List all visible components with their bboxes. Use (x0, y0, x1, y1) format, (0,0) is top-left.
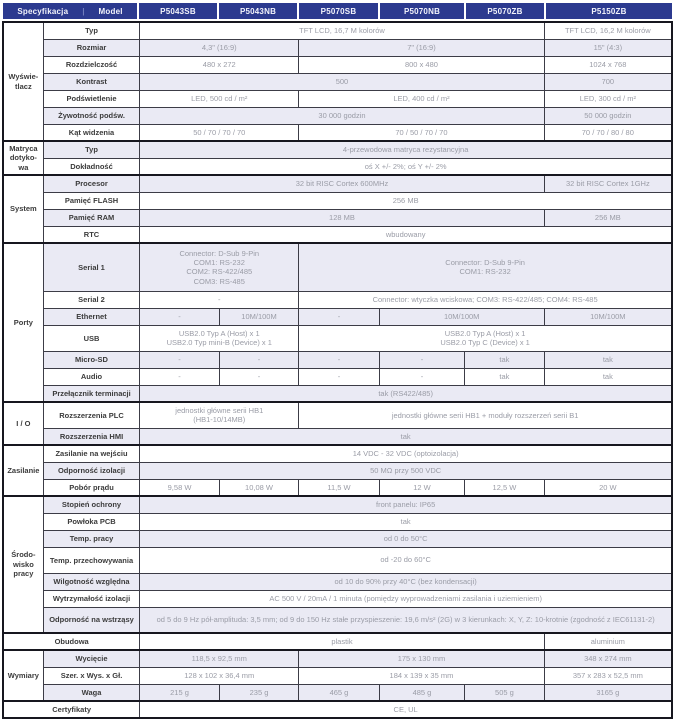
row-label: Rozszerzenia HMI (43, 428, 140, 445)
spec-value: 256 MB (140, 192, 672, 209)
row-label: Waga (43, 684, 140, 701)
spec-value: 10M/100M (544, 308, 672, 325)
spec-value: 4-przewodowa matryca rezystancyjna (140, 141, 672, 158)
spec-value: 3165 g (544, 684, 672, 701)
spec-value: front panelu: IP65 (140, 496, 672, 513)
spec-value: wbudowany (140, 226, 672, 243)
row-label: Pamięć FLASH (43, 192, 140, 209)
row-label: Zasilanie na wejściu (43, 445, 140, 462)
table-row (3, 226, 672, 243)
row-label: Podświetlenie (43, 90, 140, 107)
spec-value: tak (544, 368, 672, 385)
row-label: Serial 1 (43, 243, 140, 291)
table-row (3, 496, 672, 513)
spec-value: 348 x 274 mm (544, 650, 672, 667)
table-row (3, 308, 672, 325)
spec-value: 357 x 283 x 52,5 mm (544, 667, 672, 684)
group-label-srodowisko-pracy: Środo- wisko pracy (3, 496, 43, 633)
group-label-porty: Porty (3, 243, 43, 402)
spec-value: 700 (544, 73, 672, 90)
spec-value: 20 W (544, 479, 672, 496)
header-model-p5043nb: P5043NB (218, 2, 298, 20)
spec-value: 70 / 50 / 70 / 70 (299, 124, 544, 141)
table-row (3, 73, 672, 90)
spec-value: 500 (140, 73, 544, 90)
row-label: USB (43, 325, 140, 351)
row-label: Serial 2 (43, 291, 140, 308)
spec-value: 118,5 x 92,5 mm (140, 650, 299, 667)
spec-value: - (379, 351, 465, 368)
spec-value: 12,5 W (465, 479, 544, 496)
spec-value: 50 000 godzin (544, 107, 672, 124)
table-row (3, 547, 672, 573)
spec-value: 11,5 W (299, 479, 379, 496)
spec-value: - (299, 368, 379, 385)
spec-value: jednostki główne serii HB1 + moduły rozszerzeń serii B1 (299, 402, 672, 428)
header-divider: | (82, 6, 85, 16)
spec-value: tak (544, 351, 672, 368)
spec-value: tak (465, 351, 544, 368)
table-row (3, 684, 672, 701)
spec-value: oś X +/- 2%; oś Y +/- 2% (140, 158, 672, 175)
spec-value: 128 MB (140, 209, 544, 226)
table-row (3, 192, 672, 209)
row-label: Temp. przechowywania (43, 547, 140, 573)
table-row (3, 590, 672, 607)
spec-value: 505 g (465, 684, 544, 701)
spec-value: LED, 500 cd / m² (140, 90, 299, 107)
spec-value: 1024 x 768 (544, 56, 672, 73)
row-label: Certyfikaty (3, 701, 140, 718)
spec-value: aluminium (544, 633, 672, 650)
table-row (3, 607, 672, 633)
table-row (3, 445, 672, 462)
table-row (3, 530, 672, 547)
spec-value: 9,58 W (140, 479, 219, 496)
table-row (3, 124, 672, 141)
group-label-matryca-dotykowa: Matryca dotyko- wa (3, 141, 43, 175)
spec-value: - (140, 308, 219, 325)
spec-value: 30 000 godzin (140, 107, 544, 124)
spec-value: TFT LCD, 16,7 M kolorów (140, 22, 544, 39)
table-row (3, 243, 672, 291)
spec-value: 14 VDC - 32 VDC (optoizolacja) (140, 445, 672, 462)
table-row (3, 513, 672, 530)
header-model-p5070nb: P5070NB (379, 2, 465, 20)
spec-value: 128 x 102 x 36,4 mm (140, 667, 299, 684)
spec-value: 256 MB (544, 209, 672, 226)
spec-value: TFT LCD, 16,2 M kolorów (544, 22, 672, 39)
row-label: Szer. x Wys. x Gł. (43, 667, 140, 684)
table-row (3, 633, 672, 650)
spec-value: 32 bit RISC Cortex 600MHz (140, 175, 544, 192)
spec-value: 10M/100M (219, 308, 298, 325)
spec-value: Connector: D-Sub 9-Pin COM1: RS-232 (299, 243, 672, 291)
spec-value: - (379, 368, 465, 385)
spec-value: 480 x 272 (140, 56, 299, 73)
row-label: Wycięcie (43, 650, 140, 667)
header-model-label: Model (98, 6, 123, 16)
spec-table (2, 21, 673, 719)
table-row (3, 175, 672, 192)
table-row (3, 428, 672, 445)
spec-value: USB2.0 Typ A (Host) x 1 USB2.0 Typ mini-B (Device) x 1 (140, 325, 299, 351)
spec-value: 32 bit RISC Cortex 1GHz (544, 175, 672, 192)
header-model-p5070sb: P5070SB (298, 2, 379, 20)
table-row (3, 462, 672, 479)
table-row (3, 667, 672, 684)
spec-value: jednostki główne serii HB1 (HB1-10/14MB) (140, 402, 299, 428)
spec-value: - (140, 368, 219, 385)
spec-value: 485 g (379, 684, 465, 701)
header-model-p5070zb: P5070ZB (465, 2, 545, 20)
spec-value: od 0 do 50°C (140, 530, 672, 547)
table-row (3, 385, 672, 402)
row-label: Stopień ochrony (43, 496, 140, 513)
table-row (3, 39, 672, 56)
table-row (3, 158, 672, 175)
spec-value: tak (465, 368, 544, 385)
spec-value: Connector: wtyczka wciskowa; COM3: RS-422/485; COM4: RS-485 (299, 291, 672, 308)
spec-table-body (3, 22, 672, 718)
spec-value: 4,3" (16:9) (140, 39, 299, 56)
row-label: Rozmiar (43, 39, 140, 56)
group-label-wymiary: Wymiary (3, 650, 43, 701)
spec-value: 10M/100M (379, 308, 544, 325)
spec-value: 800 x 480 (299, 56, 544, 73)
group-label-wyswietlacz: Wyświe- tlacz (3, 22, 43, 141)
spec-value: od 10 do 90% przy 40°C (bez kondensacji) (140, 573, 672, 590)
table-row (3, 56, 672, 73)
table-row (3, 90, 672, 107)
row-label: Żywotność podśw. (43, 107, 140, 124)
spec-value: plastik (140, 633, 544, 650)
spec-value: tak (RS422/485) (140, 385, 672, 402)
row-label: Obudowa (3, 633, 140, 650)
group-label-io: I / O (3, 402, 43, 445)
spec-value: 10,08 W (219, 479, 298, 496)
row-label: Odporność izolacji (43, 462, 140, 479)
spec-value: 12 W (379, 479, 465, 496)
row-label: Pamięć RAM (43, 209, 140, 226)
spec-value: 235 g (219, 684, 298, 701)
spec-value: 175 x 130 mm (299, 650, 544, 667)
row-label: Pobór prądu (43, 479, 140, 496)
spec-value: 70 / 70 / 80 / 80 (544, 124, 672, 141)
row-label: Kontrast (43, 73, 140, 90)
table-row (3, 650, 672, 667)
row-label: Procesor (43, 175, 140, 192)
row-label: Temp. pracy (43, 530, 140, 547)
table-row (3, 402, 672, 428)
table-row (3, 351, 672, 368)
spec-value: tak (140, 513, 672, 530)
spec-value: Connector: D-Sub 9-Pin COM1: RS-232 COM2: RS-422/485 COM3: RS-485 (140, 243, 299, 291)
row-label: Powłoka PCB (43, 513, 140, 530)
spec-value: 7" (16:9) (299, 39, 544, 56)
row-label: Audio (43, 368, 140, 385)
spec-value: od 5 do 9 Hz pół-amplituda: 3,5 mm; od 9 do 150 Hz stałe przyspieszenie: 19,6 m/s² (2G) w 3 kierunkach: X, Y, Z: 10-krotnie (zgodność z IEC61131-2) (140, 607, 672, 633)
header-spec-label: Specyfikacja (17, 6, 69, 16)
spec-value: 50 / 70 / 70 / 70 (140, 124, 299, 141)
row-label: Rozszerzenia PLC (43, 402, 140, 428)
spec-value: - (219, 368, 298, 385)
row-label: Kąt widzenia (43, 124, 140, 141)
spec-value: - (140, 291, 299, 308)
table-row (3, 107, 672, 124)
spec-value: LED, 400 cd / m² (299, 90, 544, 107)
table-row (3, 22, 672, 39)
header-spec-model (2, 2, 138, 20)
row-label: Odporność na wstrząsy (43, 607, 140, 633)
row-label: RTC (43, 226, 140, 243)
header-model-p5043sb: P5043SB (138, 2, 218, 20)
spec-value: USB2.0 Typ A (Host) x 1 USB2.0 Typ C (Device) x 1 (299, 325, 672, 351)
row-label: Rozdzielczość (43, 56, 140, 73)
row-label: Typ (43, 22, 140, 39)
spec-value: 465 g (299, 684, 379, 701)
spec-value: od -20 do 60°C (140, 547, 672, 573)
table-row (3, 573, 672, 590)
header-model-p5150zb: P5150ZB (545, 2, 673, 20)
table-row (3, 701, 672, 718)
group-label-zasilanie: Zasilanie (3, 445, 43, 496)
spec-value: 15" (4:3) (544, 39, 672, 56)
table-row (3, 141, 672, 158)
row-label: Ethernet (43, 308, 140, 325)
spec-value: 184 x 139 x 35 mm (299, 667, 544, 684)
table-row (3, 325, 672, 351)
table-row (3, 368, 672, 385)
spec-value: AC 500 V / 20mA / 1 minuta (pomiędzy wyprowadzeniami zasilania i uziemieniem) (140, 590, 672, 607)
spec-value: LED, 300 cd / m² (544, 90, 672, 107)
spec-value: 215 g (140, 684, 219, 701)
spec-value: - (140, 351, 219, 368)
row-label: Wilgotność względna (43, 573, 140, 590)
row-label: Wytrzymałość izolacji (43, 590, 140, 607)
row-label: Przełącznik terminacji (43, 385, 140, 402)
table-row (3, 209, 672, 226)
spec-value: tak (140, 428, 672, 445)
row-label: Micro-SD (43, 351, 140, 368)
spec-value: CE, UL (140, 701, 672, 718)
spec-value: - (299, 308, 379, 325)
spec-value: 50 MΩ przy 500 VDC (140, 462, 672, 479)
spec-value: - (299, 351, 379, 368)
row-label: Dokładność (43, 158, 140, 175)
table-row (3, 291, 672, 308)
row-label: Typ (43, 141, 140, 158)
table-header (2, 2, 673, 20)
table-row (3, 479, 672, 496)
group-label-system: System (3, 175, 43, 243)
spec-value: - (219, 351, 298, 368)
